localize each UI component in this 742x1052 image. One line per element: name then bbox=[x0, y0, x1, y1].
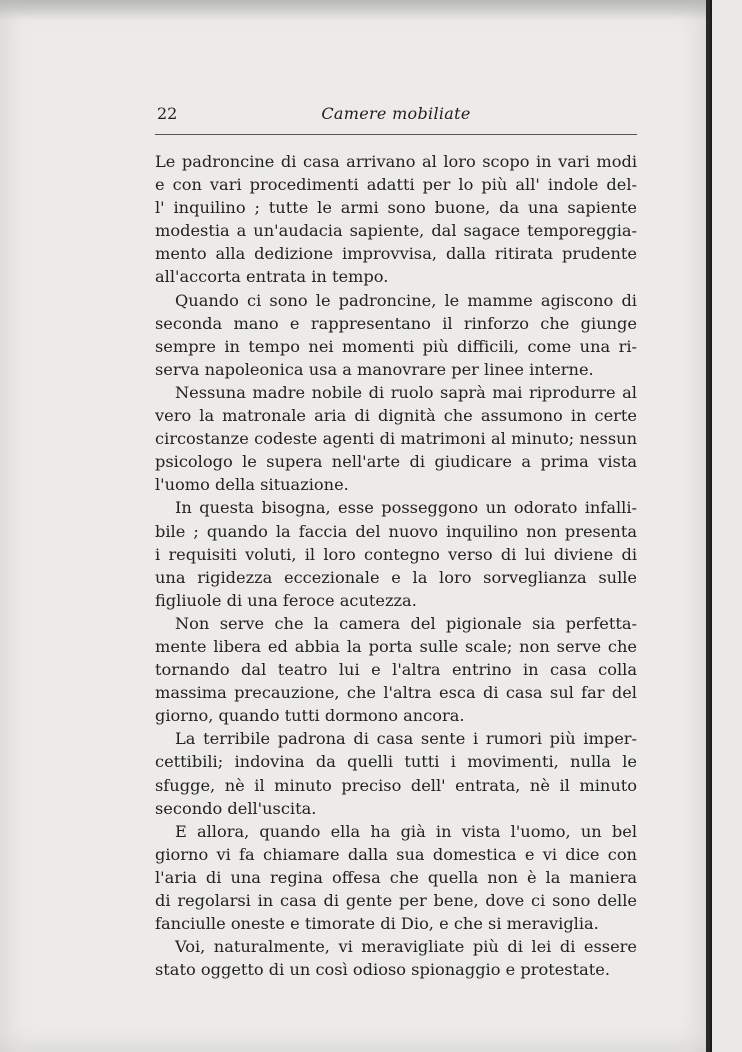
body-text bbox=[155, 150, 637, 981]
text-line: modestia a un'audacia sapiente, dal sagace temporeggia- bbox=[155, 221, 637, 241]
page-number: 22 bbox=[157, 104, 178, 123]
text-line: bile ; quando la faccia del nuovo inquilino non presenta bbox=[155, 521, 637, 541]
text-line: sfugge, nè il minuto preciso dell' entrata, nè il minuto bbox=[155, 775, 637, 795]
text-line: sempre in tempo nei momenti più difficili, come una ri- bbox=[155, 336, 637, 356]
text-line: l'uomo della situazione. bbox=[155, 475, 349, 495]
text-line: i requisiti voluti, il loro contegno verso di lui diviene di bbox=[155, 544, 637, 564]
next-page-edge bbox=[710, 0, 742, 1052]
page-header bbox=[155, 104, 637, 135]
text-line: l'aria di una regina offesa che quella non è la maniera bbox=[155, 867, 637, 887]
text-line: Le padroncine di casa arrivano al loro scopo in vari modi bbox=[155, 152, 637, 171]
text-line: una rigidezza eccezionale e la loro sorveglianza sulle bbox=[155, 567, 637, 587]
text-line: e con vari procedimenti adatti per lo più all' indole del- bbox=[155, 175, 637, 195]
text-line: Voi, naturalmente, vi meravigliate più di lei di essere bbox=[175, 937, 637, 957]
text-line: l' inquilino ; tutte le armi sono buone, da una sapiente bbox=[155, 198, 637, 218]
text-line: mento alla dedizione improvvisa, dalla ritirata prudente bbox=[155, 244, 637, 264]
text-line: In questa bisogna, esse posseggono un odorato infalli- bbox=[175, 498, 637, 518]
text-line: seconda mano e rappresentano il rinforzo che giunge bbox=[155, 313, 637, 333]
text-line: giorno vi fa chiamare dalla sua domestica e vi dice con bbox=[155, 844, 637, 864]
text-line: di regolarsi in casa di gente per bene, dove ci sono delle bbox=[155, 891, 637, 910]
scan-top-shadow bbox=[0, 0, 742, 20]
text-line: secondo dell'uscita. bbox=[155, 798, 317, 818]
text-line: Nessuna madre nobile di ruolo saprà mai riprodurre al bbox=[175, 382, 637, 402]
text-line: psicologo le supera nell'arte di giudicare a prima vista bbox=[155, 452, 637, 472]
text-line: mente libera ed abbia la porta sulle scale; non serve che bbox=[155, 636, 637, 656]
text-line: Non serve che la camera del pigionale sia perfetta- bbox=[175, 613, 637, 633]
text-line: E allora, quando ella ha già in vista l'uomo, un bel bbox=[175, 821, 637, 841]
text-line: giorno, quando tutti dormono ancora. bbox=[155, 706, 465, 726]
text-line: serva napoleonica usa a manovrare per linee interne. bbox=[155, 359, 594, 379]
text-line: tornando dal teatro lui e l'altra entrino in casa colla bbox=[155, 660, 637, 680]
text-line: vero la matronale aria di dignità che assumono in certe bbox=[155, 406, 637, 426]
text-line: fanciulle oneste e timorate di Dio, e che si meraviglia. bbox=[155, 914, 599, 934]
text-line: figliuole di una feroce acutezza. bbox=[155, 590, 417, 610]
text-line: Quando ci sono le padroncine, le mamme agiscono di bbox=[175, 290, 637, 310]
running-title: Camere mobiliate bbox=[321, 104, 471, 123]
text-line: massima precauzione, che l'altra esca di casa sul far del bbox=[155, 683, 637, 703]
text-line: stato oggetto di un così odioso spionaggio e protestate. bbox=[155, 960, 610, 980]
text-line: La terribile padrona di casa sente i rumori più imper- bbox=[175, 729, 637, 749]
text-line: all'accorta entrata in tempo. bbox=[155, 267, 389, 287]
text-line: circostanze codeste agenti di matrimoni al minuto; nessun bbox=[155, 429, 637, 449]
text-line: cettibili; indovina da quelli tutti i movimenti, nulla le bbox=[155, 752, 637, 772]
